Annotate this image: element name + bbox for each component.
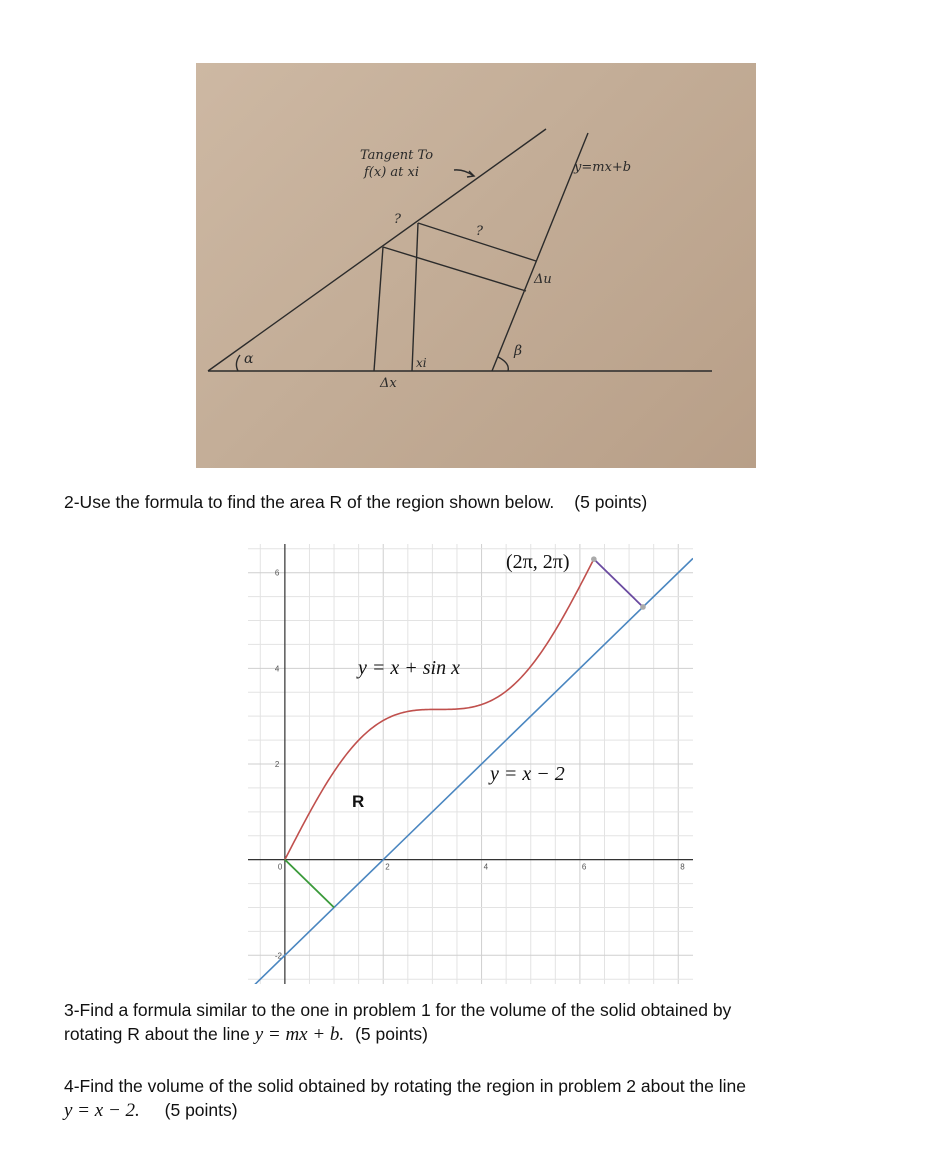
beta-label: β xyxy=(514,343,523,359)
question-2-points: (5 points) xyxy=(574,492,648,512)
graph-svg xyxy=(248,544,693,984)
purple-perpendicular-segment xyxy=(594,559,643,607)
y-tick-label: 2 xyxy=(274,760,280,769)
x-tick-label: 0 xyxy=(277,862,283,872)
left-vertical xyxy=(374,247,383,371)
grid xyxy=(248,544,693,984)
line-label: y = x − 2 xyxy=(490,763,565,785)
lower-connector xyxy=(383,247,526,291)
point-label: (2π, 2π) xyxy=(506,551,570,573)
question-3-line-2 xyxy=(64,1022,731,1047)
diagram-photo xyxy=(196,63,756,468)
xi-label: xi xyxy=(416,356,427,370)
tangent-label-1: Tangent To xyxy=(360,148,434,163)
question-mark-1: ? xyxy=(394,212,401,227)
question-mark-2: ? xyxy=(476,224,483,239)
question-4-line-2 xyxy=(64,1098,746,1123)
question-3-prefix: rotating R about the line xyxy=(64,1024,250,1044)
y-tick-label: 4 xyxy=(274,664,280,674)
beta-arc xyxy=(498,357,508,371)
right-vertical xyxy=(412,223,418,371)
question-3-line-1: 3-Find a formula similar to the one in problem 1 for the volume of the solid obtained by xyxy=(64,1000,732,1020)
question-3-equation: y = mx + b. xyxy=(254,1024,345,1045)
hand-drawn-diagram xyxy=(196,63,756,468)
series-curve-x-plus-sin-x xyxy=(285,559,594,860)
x-tick-label: 8 xyxy=(680,862,685,872)
question-4-equation: y = x − 2. xyxy=(64,1100,140,1121)
region-graph xyxy=(248,544,693,984)
question-4-line-1: 4-Find the volume of the solid obtained by rotating the region in problem 2 about the line xyxy=(64,1076,746,1096)
question-3 xyxy=(64,998,731,1047)
y-tick-label: -2 xyxy=(274,951,283,961)
delta-x-label: Δx xyxy=(380,376,397,391)
x-tick-label: 4 xyxy=(483,862,489,872)
curve-label: y = x + sin x xyxy=(358,657,460,679)
tangent-label-2: f(x) at xi xyxy=(364,165,420,180)
question-2 xyxy=(64,490,647,514)
point-marker xyxy=(591,556,597,562)
y-tick-label: 6 xyxy=(274,568,280,578)
question-2-text: 2-Use the formula to find the area R of the region shown below. xyxy=(64,492,555,512)
question-4 xyxy=(64,1074,746,1123)
x-tick-label: 6 xyxy=(581,862,587,872)
series-line-y-x-minus-2 xyxy=(248,558,693,984)
alpha-label: α xyxy=(244,351,254,367)
delta-u-label: Δu xyxy=(534,272,552,287)
point-marker xyxy=(640,604,646,610)
question-3-points: (5 points) xyxy=(355,1024,429,1044)
question-4-points: (5 points) xyxy=(164,1100,238,1120)
x-tick-label: 2 xyxy=(385,862,390,872)
region-label: R xyxy=(352,792,365,811)
line-equation-label: y=mx+b xyxy=(574,160,632,175)
alpha-arc xyxy=(236,355,240,371)
